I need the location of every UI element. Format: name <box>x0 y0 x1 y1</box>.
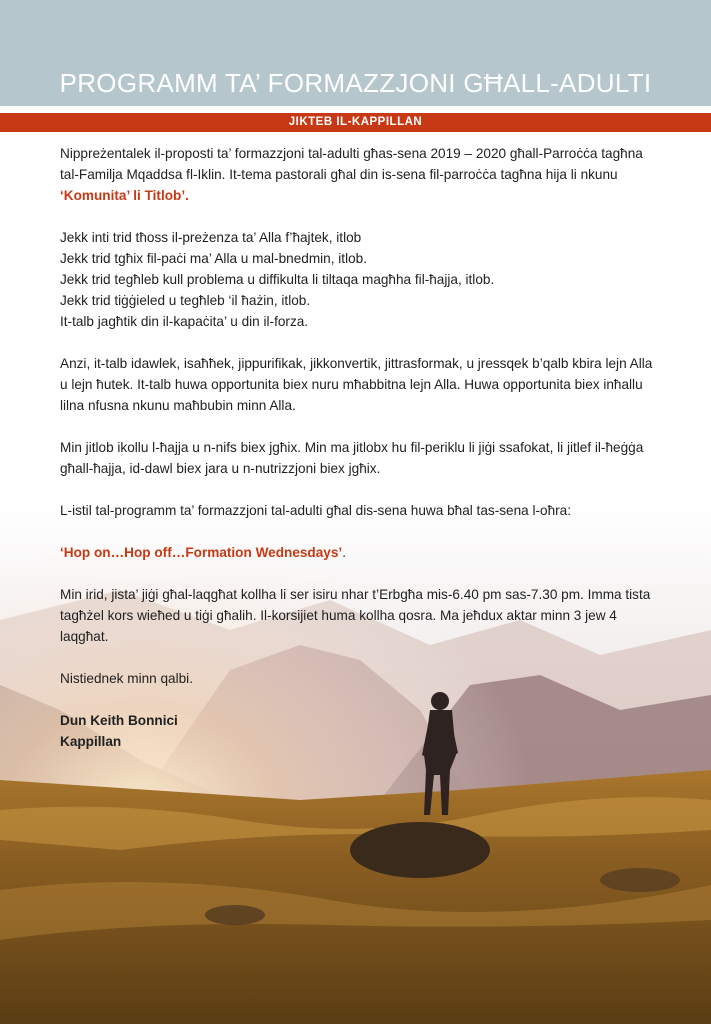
header-banner <box>0 0 711 106</box>
paragraph-prayer-life: Min jitlob ikollu l-ħajja u n-nifs biex jgħix. Min ma jitlobx hu fil-periklu li jiġi ssafokat, li jitlef il-ħeġġa għall-ħajja, id-dawl biex jara u n-nutrizzjoni biex jgħix. <box>60 440 644 476</box>
byline-bar <box>0 113 711 132</box>
signature-title: Kappillan <box>60 734 122 749</box>
paragraph-schedule: Min irid, jista’ jiġi għal-laqgħat kollha li ser isiru nhar t’Erbgħa mis-6.40 pm sas-7.30 pm. Imma tista tagħżel kors wieħed u tiġi għalih. Il-korsijiet huma kollha qosra. Ma jeħdux aktar minn 3 jew 4 laqgħat. <box>60 587 651 644</box>
paragraph-prayer-purpose: Anzi, it-talb idawlek, isaħħek, jippurifikak, jikkonvertik, jittrasformak, u jressqek b’qalb kbira lejn Alla u lejn ħutek. It-talb huwa opportunita biex nuru mħabbitna lejn Alla. Huwa opportunita biex inħallu lilna nfusna nkunu maħbubin minn Alla. <box>60 356 653 413</box>
program-name-period: . <box>342 545 346 560</box>
intro-paragraph <box>60 143 660 206</box>
byline-text: JIKTEB IL-KAPPILLAN <box>288 116 423 128</box>
program-name-line <box>60 542 660 563</box>
prayer-line: Jekk trid tegħleb kull problema u diffikulta li tiltaqa magħha fil-ħajja, itlob. <box>60 272 495 287</box>
letter-body <box>60 143 660 752</box>
prayer-line: Jekk trid tiġġieled u tegħleb ‘il ħażin, itlob. <box>60 293 311 308</box>
prayer-lines <box>60 227 660 332</box>
prayer-line: It-talb jagħtik din il-kapaċita’ u din il-forza. <box>60 314 309 329</box>
closing-line: Nistiednek minn qalbi. <box>60 671 193 686</box>
theme-highlight: ‘Komunita’ li Titlob’. <box>60 188 189 203</box>
prayer-line: Jekk inti trid tħoss il-preżenza ta’ Alla f’ħajtek, itlob <box>60 230 362 245</box>
page-title: PROGRAMM TA’ FORMAZZJONI GĦALL-ADULTI <box>59 68 652 98</box>
intro-text: Nippreżentalek il-proposti ta’ formazzjoni tal-adulti għas-sena 2019 – 2020 għall-Parroċċa tagħna tal-Familja Mqaddsa fl-Iklin. It-tema pastorali għal din is-sena fil-parroċċa tagħna hija li nkunu <box>60 146 643 182</box>
signature-name: Dun Keith Bonnici <box>60 713 178 728</box>
header-divider <box>0 106 711 113</box>
program-name: ‘Hop on…Hop off…Formation Wednesdays’ <box>60 545 343 560</box>
prayer-line: Jekk trid tgħix fil-paċi ma’ Alla u mal-bnedmin, itlob. <box>60 251 367 266</box>
paragraph-program-style: L-istil tal-programm ta’ formazzjoni tal-adulti għal dis-sena huwa bħal tas-sena l-oħra: <box>60 503 571 518</box>
signature <box>60 710 660 752</box>
